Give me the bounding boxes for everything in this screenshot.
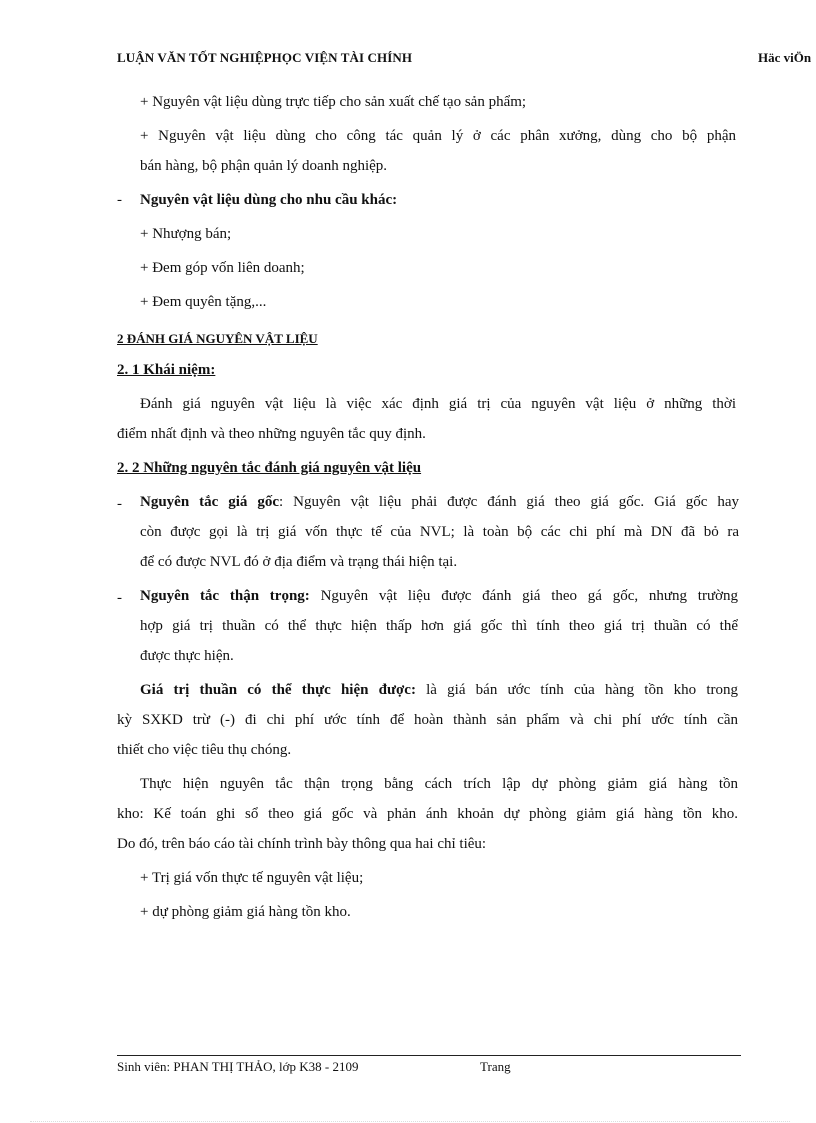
page-header-title: LUẬN VĂN TỐT NGHIỆPHỌC VIỆN TÀI CHÍNH — [117, 50, 413, 65]
net-value-line2: kỳ SXKD trừ (-) đi chi phí ước tính để hoàn thành sản phẩm và chi phí ước tính cần — [117, 712, 738, 728]
prudence-practice-line3: Do đó, trên báo cáo tài chính trình bày thông qua hai chỉ tiêu: — [117, 836, 487, 852]
other-item-donation: + Đem quyên tặng,... — [140, 294, 267, 310]
material-item-management-line2: bán hàng, bộ phận quản lý doanh nghiệp. — [140, 158, 388, 174]
principle-cost-line3: để có được NVL đó ở địa điểm và trạng thái hiện tại. — [140, 554, 458, 570]
material-item-production: + Nguyên vật liệu dùng trực tiếp cho sản xuất chế tạo sản phẩm; — [140, 94, 527, 110]
bullet-principle-cost: - — [117, 496, 122, 512]
principle-prudence-title: Nguyên tắc thận trọng: — [140, 588, 310, 604]
principle-cost-text: : Nguyên vật liệu phải được đánh giá theo giá gốc. Giá gốc hay — [279, 494, 739, 510]
other-item-sale: + Nhượng bán; — [140, 226, 232, 242]
dash-bullet: - — [117, 192, 122, 208]
other-item-joint-venture: + Đem góp vốn liên doanh; — [140, 260, 305, 276]
indicator-item-cost: + Trị giá vốn thực tế nguyên vật liệu; — [140, 870, 364, 886]
footer-page-label: Trang — [480, 1059, 511, 1074]
material-item-management-line1: + Nguyên vật liệu dùng cho công tác quản lý ở các phân xưởng, dùng cho bộ phận — [140, 128, 736, 144]
section-heading-2-2: 2. 2 Những nguyên tắc đánh giá nguyên vật liệu — [117, 460, 422, 476]
principle-prudence-line1 — [140, 588, 738, 605]
heading-other-needs: Nguyên vật liệu dùng cho nhu cầu khác: — [140, 192, 398, 208]
principle-cost-line1 — [140, 494, 739, 511]
section-heading-2: 2 ĐÁNH GIÁ NGUYÊN VẬT LIỆU — [117, 331, 318, 346]
footer-divider — [117, 1055, 741, 1056]
principle-cost-line2: còn được gọi là trị giá vốn thực tế của NVL; là toàn bộ các chi phí mà DN đã bỏ ra — [140, 524, 739, 540]
indicator-item-provision: + dự phòng giảm giá hàng tồn kho. — [140, 904, 351, 920]
section-heading-2-1: 2. 1 Khái niệm: — [117, 362, 216, 378]
principle-prudence-line2: hợp giá trị thuần có thể thực hiện thấp hơn giá gốc thì tính theo giá trị thuần có thể — [140, 618, 738, 634]
principle-cost-title: Nguyên tắc giá gốc — [140, 494, 280, 510]
net-value-line3: thiết cho việc tiêu thụ chóng. — [117, 742, 292, 758]
net-value-text: là giá bán ước tính của hàng tồn kho trong — [415, 682, 738, 698]
definition-line1: Đánh giá nguyên vật liệu là việc xác định giá trị của nguyên vật liệu ở những thời — [140, 396, 736, 412]
net-value-line1 — [140, 682, 738, 699]
net-value-title: Giá trị thuần có thể thực hiện được: — [140, 682, 416, 698]
page-header-right: Häc viÖn — [758, 50, 812, 65]
bullet-principle-prudence: - — [117, 590, 122, 606]
page-bottom-edge — [30, 1121, 790, 1122]
principle-prudence-text: Nguyên vật liệu được đánh giá theo gá gốc, nhưng trường — [309, 588, 739, 604]
prudence-practice-line2: kho: Kế toán ghi sổ theo giá gốc và phản ánh khoản dự phòng giảm giá hàng tồn kho. — [117, 806, 738, 822]
definition-line2: điểm nhất định và theo những nguyên tắc quy định. — [117, 426, 426, 442]
prudence-practice-line1: Thực hiện nguyên tắc thận trọng bằng cách trích lập dự phòng giảm giá hàng tồn — [140, 776, 738, 792]
principle-prudence-line3: được thực hiện. — [140, 648, 234, 664]
footer-student-info: Sinh viên: PHAN THỊ THẢO, lớp K38 - 2109 — [117, 1059, 359, 1074]
